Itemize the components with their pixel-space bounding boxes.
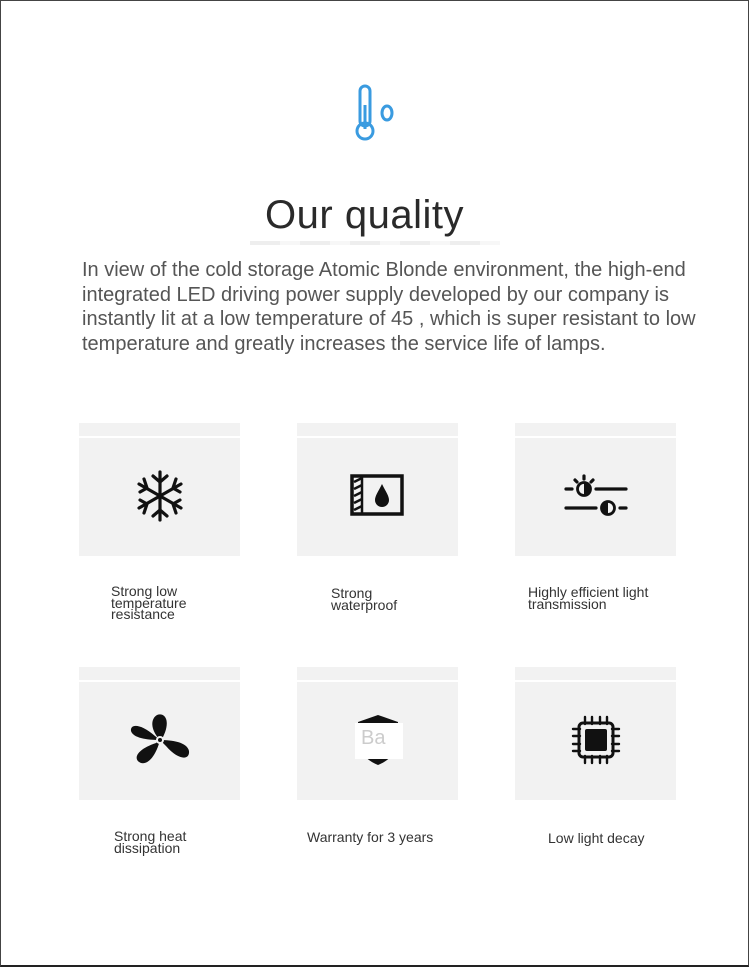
feature-card-low-temperature (79, 423, 240, 556)
shield-overlay-text: Ba (355, 723, 403, 759)
fan-icon (127, 712, 193, 768)
feature-card-light-decay (515, 667, 676, 800)
section-title: Our quality (265, 193, 464, 237)
feature-card-heat-dissipation (79, 667, 240, 800)
feature-label-waterproof: Strong waterproof (331, 585, 398, 613)
snowflake-icon (132, 468, 188, 524)
section-description: In view of the cold storage Atomic Blonde environment, the high-end integrated LED driving power supply developed by our company is instantly lit at a low temperature of 45 , which is super resistant to low temperature and greatly increases the service life of lamps. (82, 259, 696, 355)
chip-icon (570, 714, 622, 766)
feature-card-waterproof (297, 423, 458, 556)
feature-label-light-transmission: Highly efficient light transmission (528, 584, 649, 612)
feature-card-light-transmission (515, 423, 676, 556)
feature-label-heat-dissipation: Strong heat dissipation (114, 828, 187, 856)
feature-label-low-temperature: Strong low temperature resistance (111, 583, 187, 622)
title-divider (250, 241, 500, 245)
waterproof-icon (350, 474, 406, 518)
light-transmission-icon (562, 474, 630, 518)
thermometer-icon (352, 83, 400, 143)
feature-label-warranty: Warranty for 3 years (307, 829, 434, 845)
feature-label-light-decay: Low light decay (548, 830, 645, 846)
